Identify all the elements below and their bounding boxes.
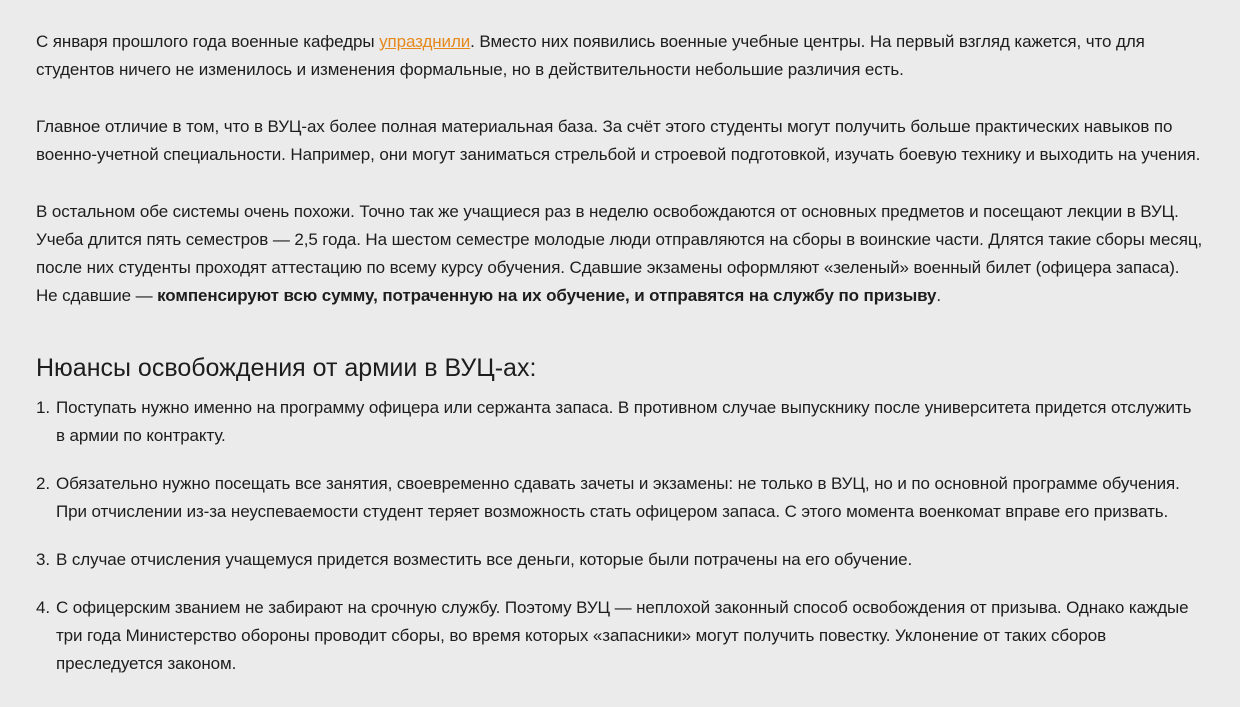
paragraph-similarities-bold: компенсируют всю сумму, потраченную на их обучение, и отправятся на службу по призыву [157,286,937,305]
nuances-list [36,394,1204,678]
paragraph-intro [36,28,1204,84]
list-item [36,470,1204,526]
list-item-number: 3. [36,550,50,569]
paragraph-similarities-end: . [936,286,942,305]
list-item-text: С офицерским званием не забирают на срочную службу. Поэтому ВУЦ — неплохой законный способ освобождения от призыва. Однако каждые три года Министерство обороны проводит сборы, во время которых «запасники» могут получить повестку. Уклонение от таких сборов преследуется законом. [56,598,1189,673]
list-item [36,594,1204,678]
list-item-number: 1. [36,398,50,417]
paragraph-intro-text-start: С января прошлого года военные кафедры [36,32,380,51]
list-item [36,546,1204,574]
list-item-text: В случае отчисления учащемуся придется возместить все деньги, которые были потрачены на его обучение. [56,550,913,569]
list-item-number: 2. [36,474,50,493]
paragraph-similarities [36,198,1204,310]
abolished-link[interactable]: упразднили [379,32,471,51]
list-item [36,394,1204,450]
list-item-text: Поступать нужно именно на программу офицера или сержанта запаса. В противном случае выпускнику после университета придется отслужить в армии по контракту. [56,398,1192,445]
list-item-text: Обязательно нужно посещать все занятия, своевременно сдавать зачеты и экзамены: не только в ВУЦ, но и по основной программе обучения. При отчислении из-за неуспеваемости студент теряет возможность стать офицером запаса. С этого момента военкомат вправе его призвать. [56,474,1180,521]
section-heading: Нюансы освобождения от армии в ВУЦ-ах: [36,354,537,382]
paragraph-similarities-text: В остальном обе системы очень похожи. Точно так же учащиеся раз в неделю освобождаются от основных предметов и посещают лекции в ВУЦ. Учеба длится пять семестров — 2,5 года. На шестом семестре молодые люди отправляются на сборы в воинские части. Длятся такие сборы месяц, после них студенты проходят аттестацию по всему курсу обучения. Сдавшие экзамены оформляют «зеленый» военный билет (офицера запаса). Не сдавшие — [36,202,1203,305]
paragraph-intro-text-end: . Вместо них появились военные учебные центры. На первый взгляд кажется, что для студентов ничего не изменилось и изменения формальные, но в действительности небольшие различия есть. [36,32,1145,79]
paragraph-main-difference: Главное отличие в том, что в ВУЦ-ах более полная материальная база. За счёт этого студенты могут получить больше практических навыков по военно-учетной специальности. Например, они могут заниматься стрельбой и строевой подготовкой, изучать боевую технику и выходить на учения. [36,117,1201,164]
list-item-number: 4. [36,598,50,617]
